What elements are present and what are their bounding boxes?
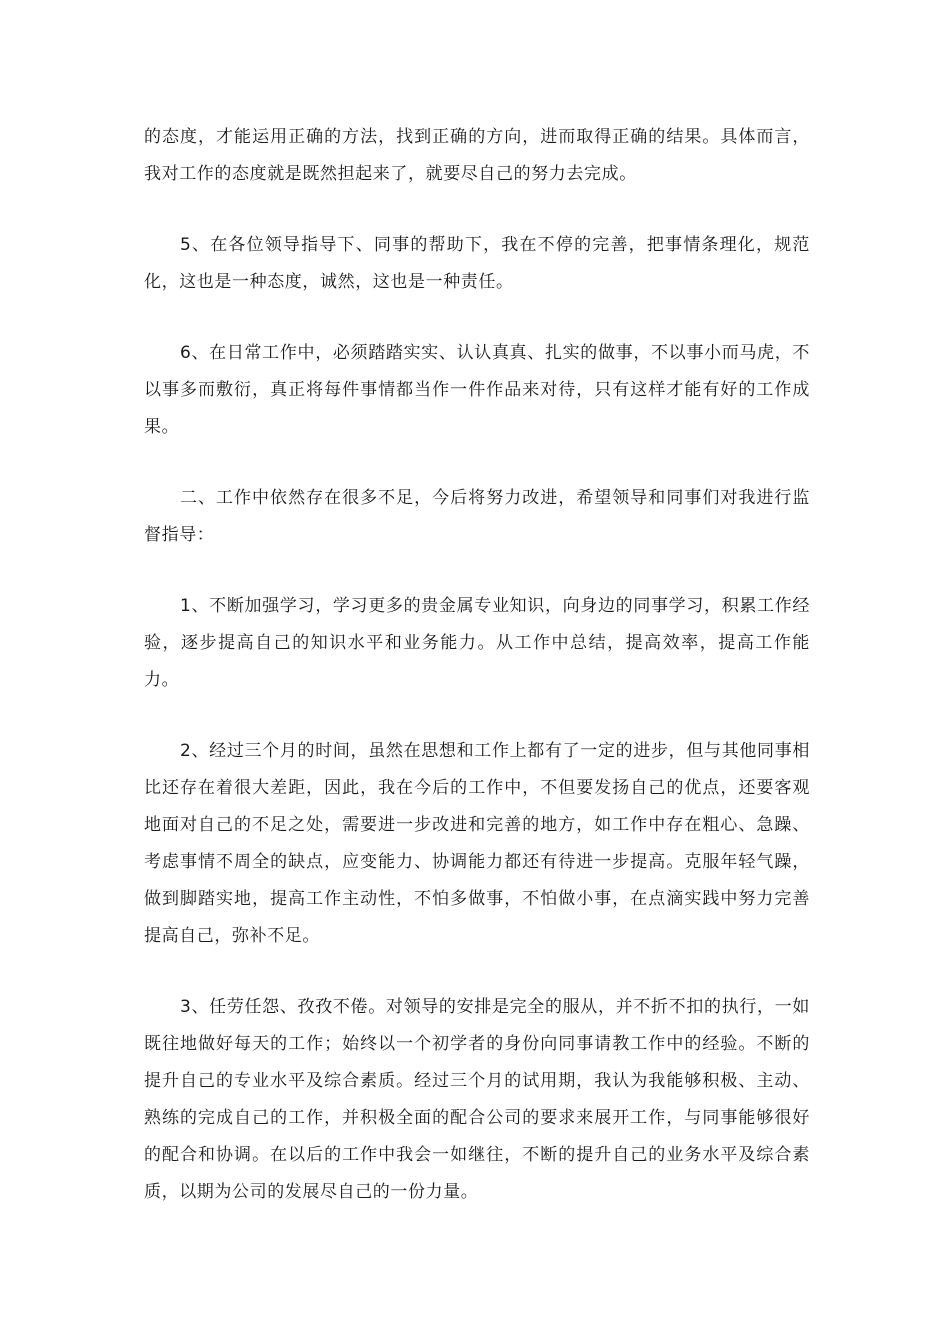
document-body xyxy=(144,119,810,1245)
paragraph-item-2: 2、经过三个月的时间，虽然在思想和工作上都有了一定的进步，但与其他同事相比还存在着很大差距，因此，我在今后的工作中，不但要发扬自己的优点，还要客观地面对自己的不足之处，需要进一步改进和完善的地方，如工作中存在粗心、急躁、考虑事情不周全的缺点，应变能力、协调能力都还有待进一步提高。克服年轻气躁，做到脚踏实地，提高工作主动性，不怕多做事，不怕做小事，在点滴实践中努力完善提高自己，弥补不足。 xyxy=(144,741,810,946)
section-heading-2: 二、工作中依然存在很多不足，今后将努力改进，希望领导和同事们对我进行监督指导： xyxy=(144,488,810,545)
paragraph-item-5: 5、在各位领导指导下、同事的帮助下，我在不停的完善，把事情条理化，规范化，这也是一种态度，诚然，这也是一种责任。 xyxy=(144,235,810,292)
paragraph-continuation: 的态度，才能运用正确的方法，找到正确的方向，进而取得正确的结果。具体而言，我对工作的态度就是既然担起来了，就要尽自己的努力去完成。 xyxy=(144,127,810,184)
paragraph-item-1: 1、不断加强学习，学习更多的贵金属专业知识，向身边的同事学习，积累工作经验，逐步提高自己的知识水平和业务能力。从工作中总结，提高效率，提高工作能力。 xyxy=(144,596,810,690)
paragraph-item-6: 6、在日常工作中，必须踏踏实实、认认真真、扎实的做事，不以事小而马虎，不以事多而敷衍，真正将每件事情都当作一件作品来对待，只有这样才能有好的工作成果。 xyxy=(144,343,810,437)
paragraph-item-3: 3、任劳任怨、孜孜不倦。对领导的安排是完全的服从，并不折不扣的执行，一如既往地做好每天的工作；始终以一个初学者的身份向同事请教工作中的经验。不断的提升自己的专业水平及综合素质。经过三个月的试用期，我认为我能够积极、主动、熟练的完成自己的工作，并积极全面的配合公司的要求来展开工作，与同事能够很好的配合和协调。在以后的工作中我会一如继往，不断的提升自己的业务水平及综合素质，以期为公司的发展尽自己的一份力量。 xyxy=(144,997,810,1202)
